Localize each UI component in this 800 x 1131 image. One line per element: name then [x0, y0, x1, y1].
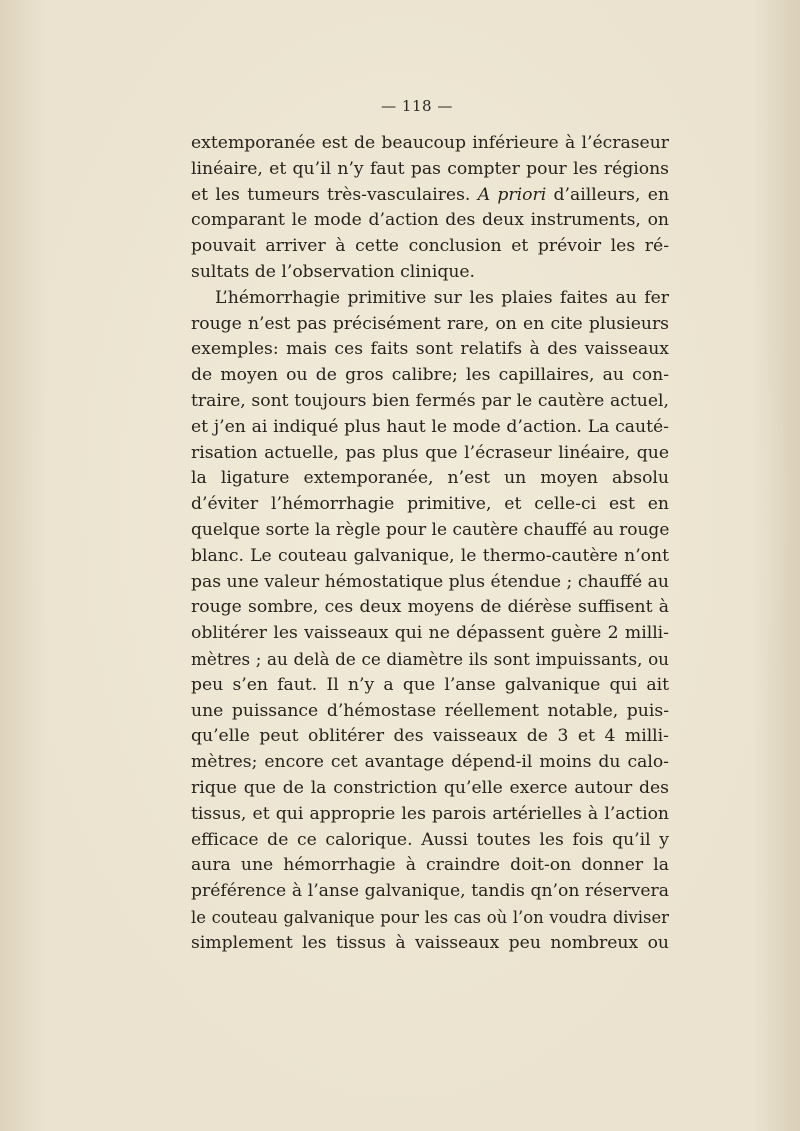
text-line: mètres; encore cet avantage dépend-il moins du calo- [191, 752, 669, 773]
text-line: pouvait arriver à cette conclusion et prévoir les ré- [191, 236, 669, 257]
text-line: simplement les tissus à vaisseaux peu nombreux ou [191, 932, 669, 953]
italic-phrase: A priori [477, 184, 547, 205]
text-line: le couteau galvanique pour les cas où l’on voudra diviser [191, 907, 669, 927]
text-line: peu s’en faut. Il n’y a que l’anse galvanique qui ait [191, 674, 669, 695]
text-line: rouge n’est pas précisément rare, on en cite plusieurs [191, 313, 669, 334]
text-segment: et les tumeurs très-vasculaires. [191, 184, 478, 205]
text-line: la ligature extemporanée, n’est un moyen absolu [191, 468, 669, 489]
text-line: pas une valeur hémostatique plus étendue ; chauffé au [191, 571, 669, 592]
text-line: risation actuelle, pas plus que l’écraseur linéaire, que [191, 442, 669, 463]
text-line: préférence à l’anse galvanique, tandis qn’on réservera [191, 881, 669, 902]
text-line: tissus, et qui approprie les parois artérielles à l’action [191, 803, 669, 824]
text-line: de moyen ou de gros calibre; les capillaires, au con- [191, 365, 669, 386]
text-line: exemples: mais ces faits sont relatifs à des vaisseaux [191, 339, 669, 360]
text-line: qu’elle peut oblitérer des vaisseaux de 3 et 4 milli- [191, 726, 669, 747]
text-line: extemporanée est de beaucoup inférieure à l’écraseur [191, 133, 669, 153]
text-line: sultats de l’observation clinique. [191, 261, 476, 282]
text-line: L’hémorrhagie primitive sur les plaies faites au fer [215, 287, 669, 308]
text-line: d’éviter l’hémorrhagie primitive, et celle-ci est en [191, 494, 669, 515]
page-number: — 118 — [381, 97, 453, 115]
text-line: traire, sont toujours bien fermés par le cautère actuel, [191, 390, 669, 411]
text-line: rouge sombre, ces deux moyens de diérèse suffisent à [191, 597, 669, 618]
text-line: aura une hémorrhagie à craindre doit-on donner la [191, 855, 669, 876]
text-line: et j’en ai indiqué plus haut le mode d’action. La cauté- [191, 416, 669, 437]
text-line: linéaire, et qu’il n’y faut pas compter pour les régions [191, 158, 669, 179]
text-line: mètres ; au delà de ce diamètre ils sont impuissants, ou [191, 648, 669, 669]
text-line: une puissance d’hémostase réellement notable, puis- [191, 700, 669, 721]
text-line: comparant le mode d’action des deux instruments, on [191, 210, 669, 231]
text-line: blanc. Le couteau galvanique, le thermo-cautère n’ont [191, 545, 669, 566]
text-line: rique que de la constriction qu’elle exerce autour des [191, 777, 669, 798]
text-line: oblitérer les vaisseaux qui ne dépassent guère 2 milli- [191, 623, 669, 644]
text-line [191, 183, 669, 209]
text-line: efficace de ce calorique. Aussi toutes les fois qu’il y [191, 829, 669, 850]
text-segment: d’ailleurs, en [546, 184, 670, 205]
body-text [191, 131, 669, 957]
text-line: quelque sorte la règle pour le cautère chauffé au rouge [191, 519, 670, 540]
